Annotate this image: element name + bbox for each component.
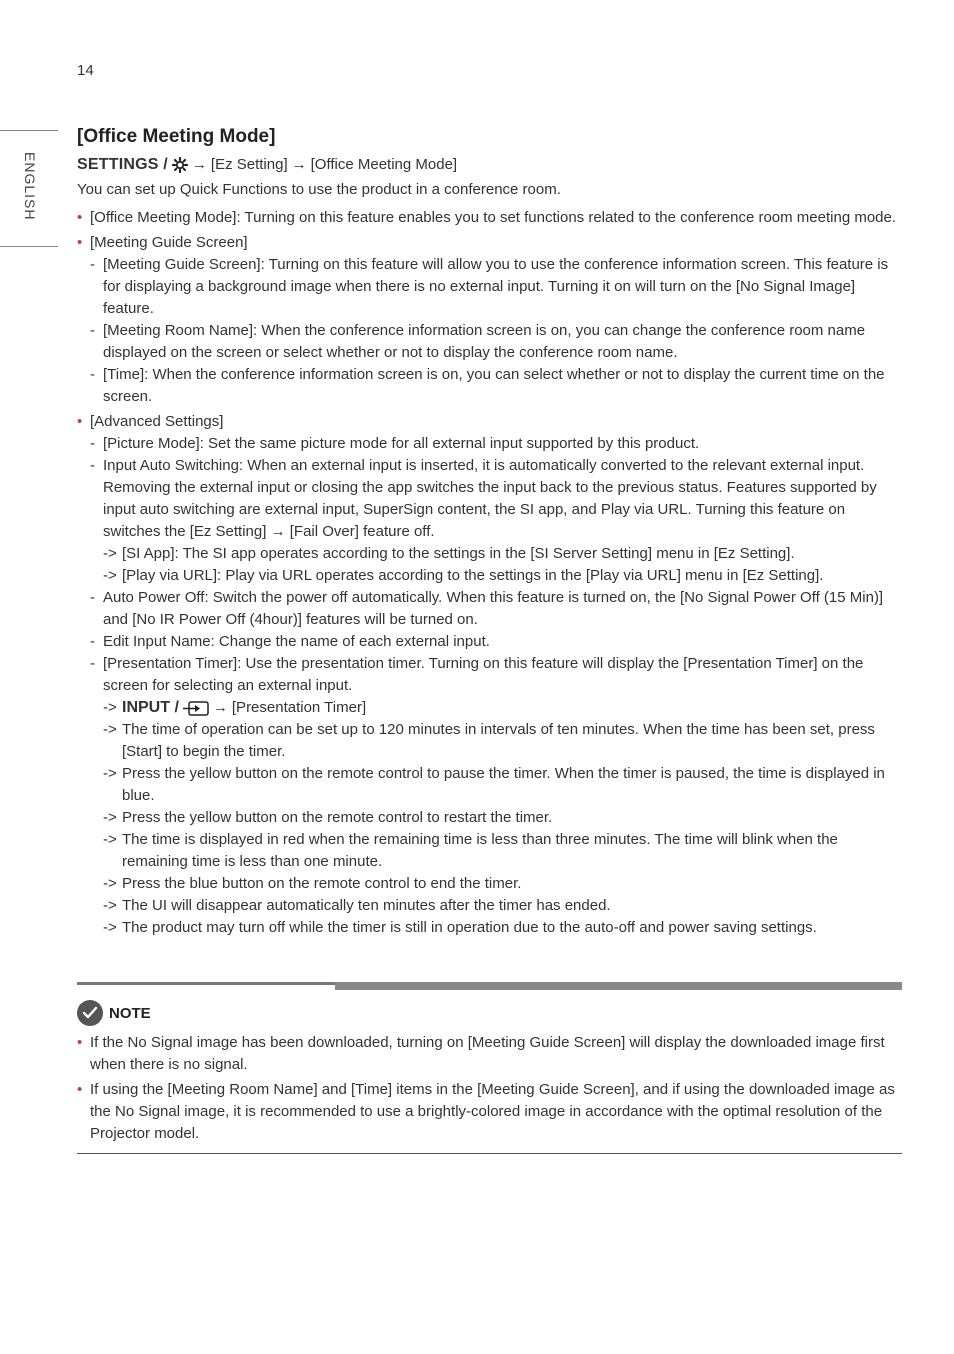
side-language-label: ENGLISH: [22, 152, 38, 221]
path-step-ez-setting: [Ez Setting]: [210, 156, 288, 173]
list-item: [77, 411, 903, 939]
advanced-sublist: [90, 433, 903, 939]
list-item: [77, 232, 903, 408]
section-intro: You can set up Quick Functions to use the product in a conference room.: [77, 181, 561, 198]
input-auto-sublist: [103, 543, 903, 587]
item-text: Input Auto Switching: When an external input is inserted, it is automatically converted to the relevant external input. Removing the external input or closing the app switches the input back to the previous status. Features supported by input auto switching are external input, SuperSign content, the SI app, and Play via URL. Turning this feature on switches the [Ez Setting] → [Fail Over] feature off.: [103, 457, 877, 540]
page-number: 14: [77, 62, 94, 79]
arrow-icon: →: [191, 156, 207, 173]
list-item: -> Press the blue button on the remote control to end the timer.: [103, 873, 903, 895]
path-step-presentation-timer: [Presentation Timer]: [231, 699, 367, 716]
list-item: - [Picture Mode]: Set the same picture mode for all external input supported by this product.: [90, 433, 903, 455]
bullet-text: [Advanced Settings]: [90, 413, 224, 430]
timer-sublist: [103, 697, 903, 939]
gear-icon: [172, 157, 188, 173]
input-path: [103, 697, 903, 719]
note-divider: [77, 982, 902, 990]
list-item: - [Meeting Guide Screen]: Turning on this feature will allow you to use the conference information screen. This feature is for displaying a background image when there is no external input. Turning it on will turn on the [No Signal Image] feature.: [90, 254, 903, 320]
list-item: - [Meeting Room Name]: When the conference information screen is on, you can change the conference room name displayed on the screen or select whether or not to display the conference room name.: [90, 320, 903, 364]
input-keyword: -> INPUT /: [122, 699, 179, 716]
note-bottom-divider: [77, 1153, 902, 1154]
guide-sublist: [90, 254, 903, 408]
list-item: - [Time]: When the conference information screen is on, you can select whether or not to display the current time on the screen.: [90, 364, 903, 408]
note-header: [77, 1000, 902, 1026]
note-list: [77, 1032, 902, 1145]
bullet-text: [Meeting Guide Screen]: [90, 234, 248, 251]
list-item: - Edit Input Name: Change the name of each external input.: [90, 631, 903, 653]
arrow-icon: →: [212, 699, 228, 716]
list-item: -> [Play via URL]: Play via URL operates according to the settings in the [Play via URL] menu in [Ez Setting].: [103, 565, 903, 587]
feature-list: [77, 207, 903, 939]
side-divider-top: [0, 130, 58, 131]
list-item: -> Press the yellow button on the remote control to restart the timer.: [103, 807, 903, 829]
path-step-office-meeting-mode: [Office Meeting Mode]: [310, 156, 458, 173]
side-divider-bottom: [0, 246, 58, 247]
list-item: - Auto Power Off: Switch the power off automatically. When this feature is turned on, the [No Signal Power Off (15 Min)] and [No IR Power Off (4hour)] features will be turned on.: [90, 587, 903, 631]
list-item: [90, 455, 903, 587]
arrow-icon: →: [291, 156, 307, 173]
item-text: [Presentation Timer]: Use the presentation timer. Turning on this feature will display the [Presentation Timer] on the screen for selecting an external input.: [103, 655, 864, 694]
check-icon: [77, 1000, 103, 1026]
section-title: [Office Meeting Mode]: [77, 126, 276, 147]
list-item: [90, 653, 903, 939]
list-item: • If the No Signal image has been downloaded, turning on [Meeting Guide Screen] will display the downloaded image first when there is no signal.: [77, 1032, 902, 1076]
list-item: -> The product may turn off while the timer is still in operation due to the auto-off and power saving settings.: [103, 917, 903, 939]
list-item: -> The UI will disappear automatically ten minutes after the timer has ended.: [103, 895, 903, 917]
list-item: -> Press the yellow button on the remote control to pause the timer. When the timer is paused, the time is displayed in blue.: [103, 763, 903, 807]
list-item: -> The time of operation can be set up to 120 minutes in intervals of ten minutes. When the time has been set, press [Start] to begin the timer.: [103, 719, 903, 763]
main-content: [77, 126, 903, 942]
settings-keyword: SETTINGS /: [77, 156, 168, 173]
note-block: [77, 982, 902, 1154]
settings-path: [77, 154, 903, 176]
bullet-text: [Office Meeting Mode]: Turning on this feature enables you to set functions related to the conference room meeting mode.: [90, 209, 897, 226]
input-icon: [183, 701, 209, 716]
list-item: -> [SI App]: The SI app operates according to the settings in the [SI Server Setting] menu in [Ez Setting].: [103, 543, 903, 565]
note-label: NOTE: [109, 1004, 151, 1022]
list-item: [77, 207, 903, 229]
list-item: • If using the [Meeting Room Name] and [Time] items in the [Meeting Guide Screen], and if using the downloaded image as the No Signal image, it is recommended to use a brightly-colored image in accordance with the optimal resolution of the Projector model.: [77, 1079, 902, 1145]
list-item: -> The time is displayed in red when the remaining time is less than three minutes. The time will blink when the remaining time is less than one minute.: [103, 829, 903, 873]
